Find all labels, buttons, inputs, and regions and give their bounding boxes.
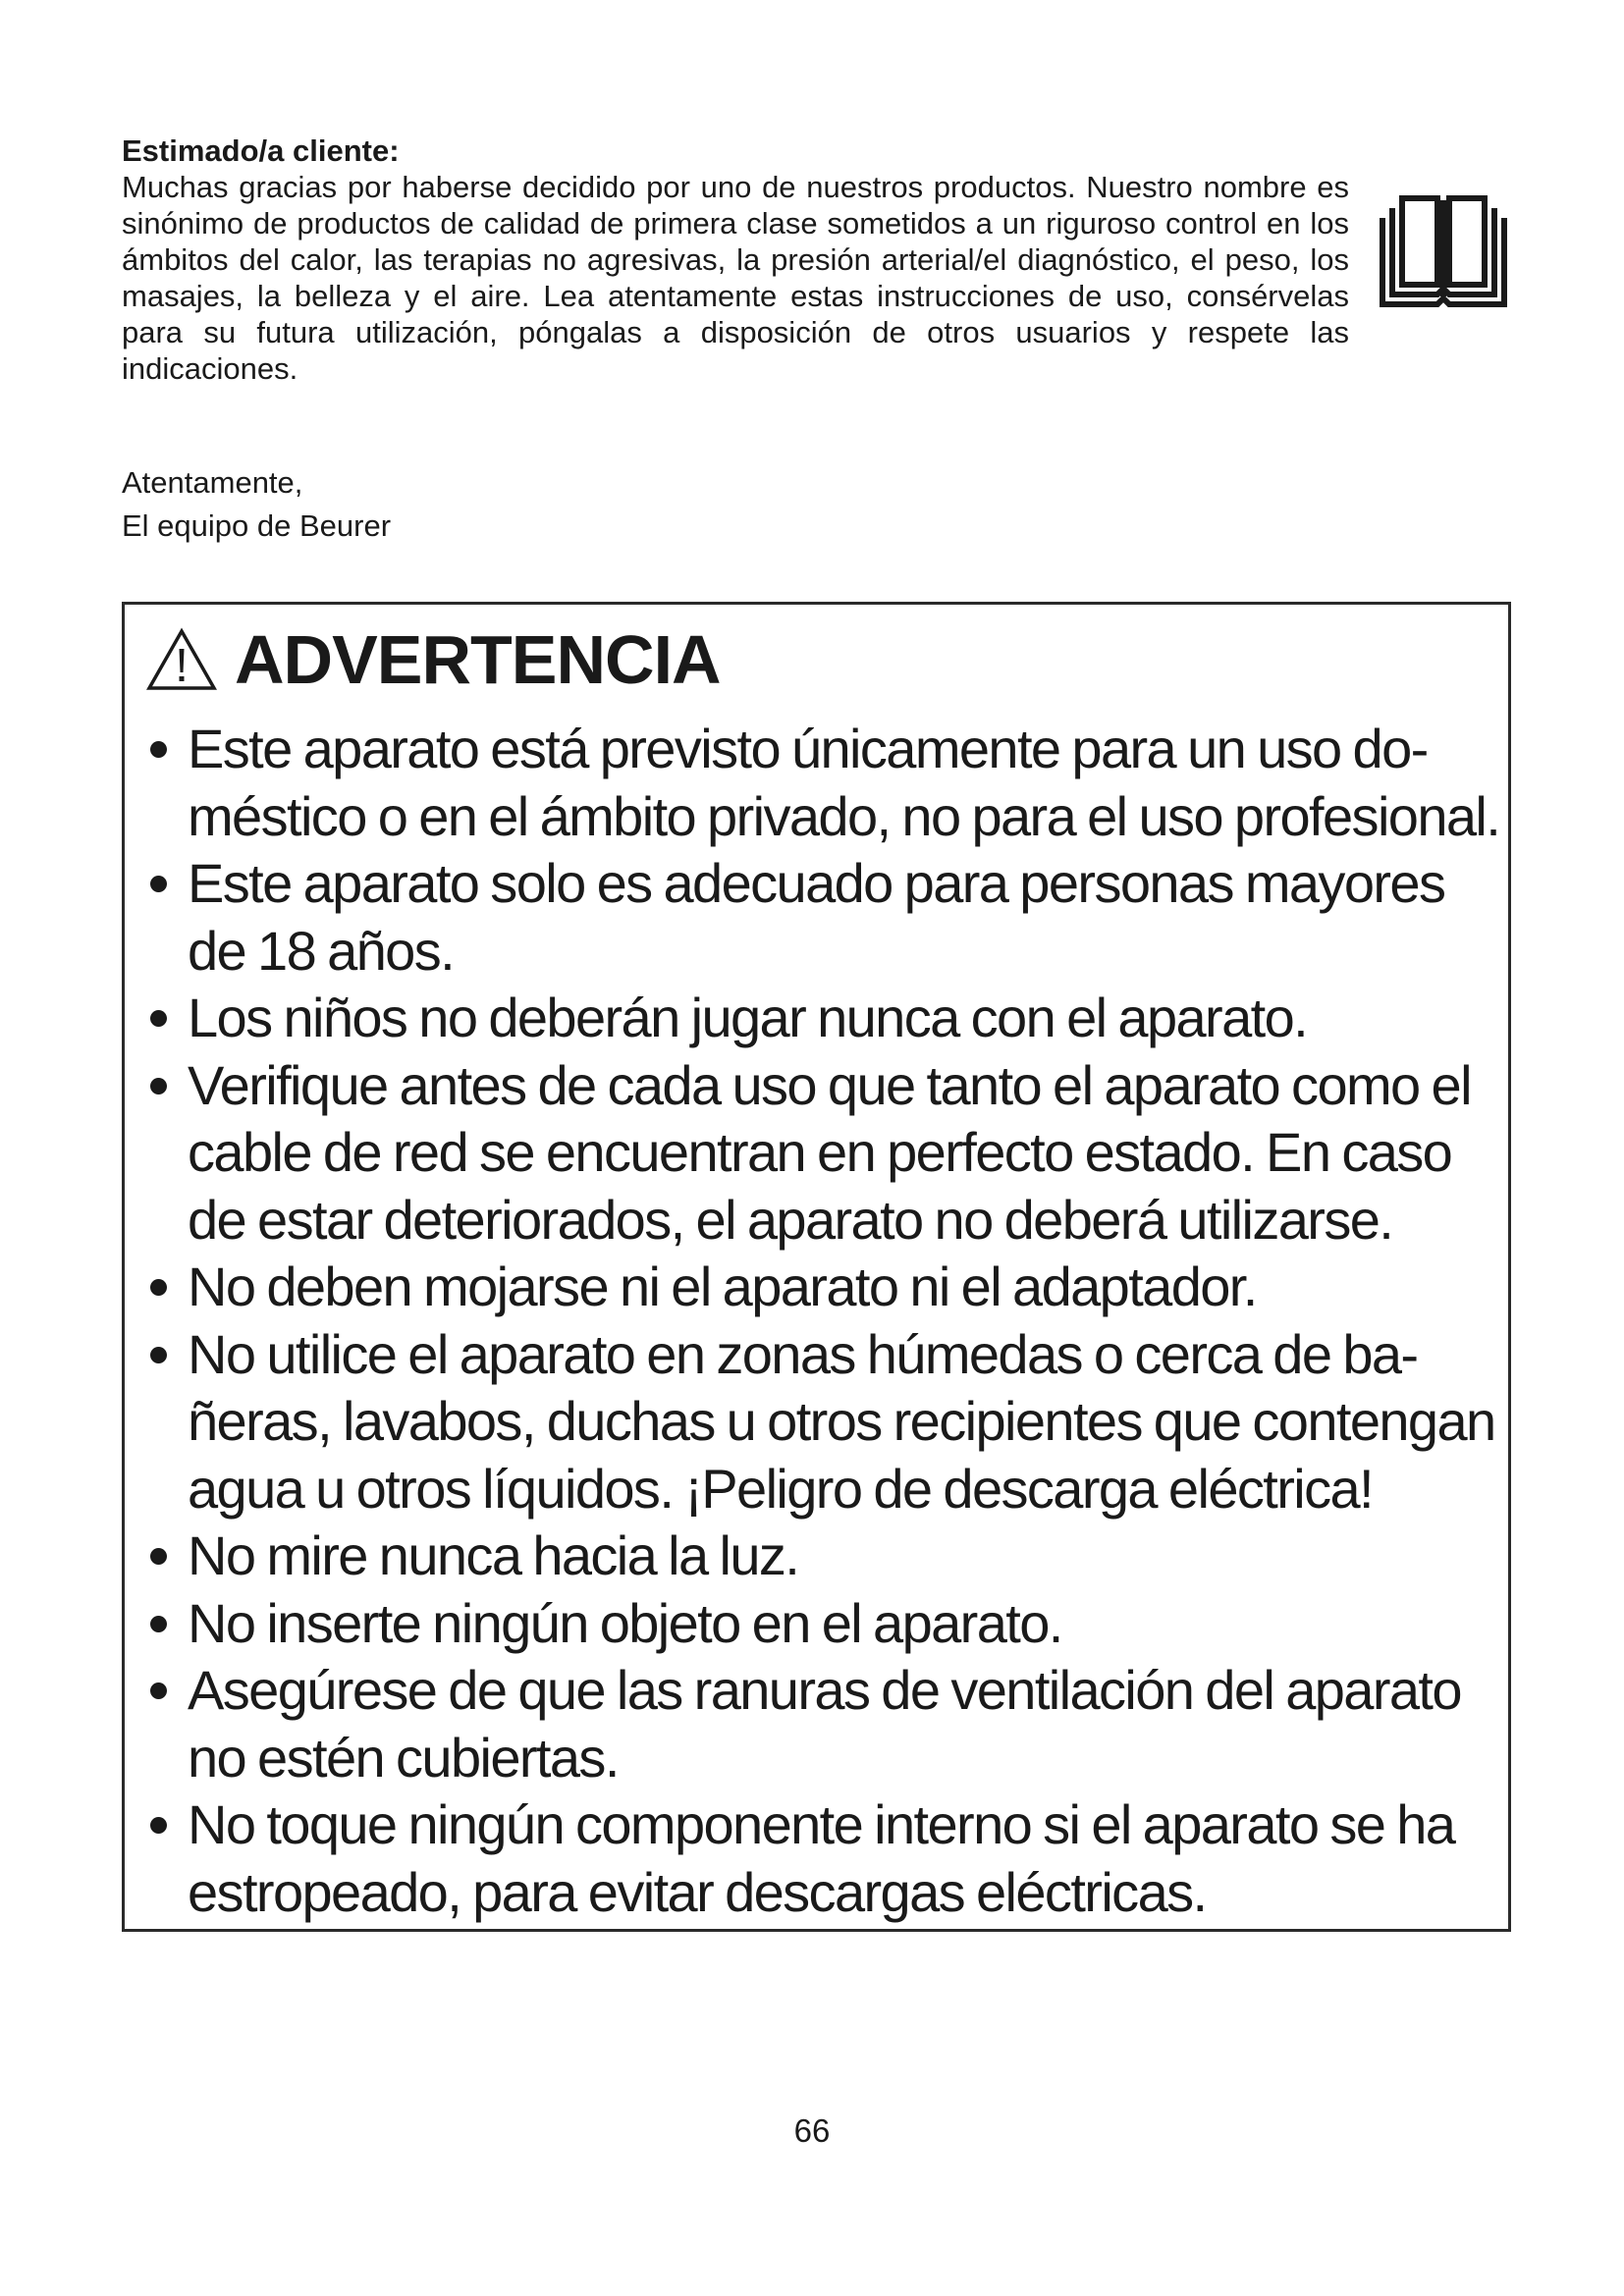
bullet-icon (150, 1817, 167, 1834)
closing (122, 461, 391, 548)
list-item (148, 1590, 1501, 1658)
warning-triangle-icon (146, 627, 217, 692)
bullet-icon (150, 1010, 167, 1027)
bullet-icon (150, 1548, 167, 1565)
closing-salutation: Atentamente, (122, 465, 303, 500)
open-book-icon (1379, 194, 1508, 310)
intro-section (122, 133, 1349, 387)
bullet-icon (150, 1682, 167, 1699)
warning-header (146, 620, 721, 699)
list-item-text: Este aparato solo es adecuado para personas mayores de 18 años. (188, 852, 1445, 982)
bullet-icon (150, 1347, 167, 1363)
warning-list (148, 716, 1501, 1926)
list-item (148, 1657, 1501, 1791)
bullet-icon (150, 1616, 167, 1632)
list-item (148, 1052, 1501, 1255)
bullet-icon (150, 741, 167, 758)
list-item-text: Este aparato está previsto únicamente para un uso doméstico o en el ámbito privado, no para el uso profesional. (188, 718, 1500, 847)
list-item (148, 1791, 1501, 1926)
warning-title: ADVERTENCIA (235, 621, 721, 698)
list-item-text: Los niños no deberán jugar nunca con el aparato. (188, 987, 1308, 1048)
list-item (148, 850, 1501, 985)
warning-box (122, 602, 1511, 1932)
greeting: Estimado/a cliente: (122, 133, 400, 168)
list-item-text: Verifique antes de cada uso que tanto el aparato como el cable de red se encuentran en perfecto estado. En caso de estar deteriorados, el aparato no deberá utilizarse. (188, 1053, 1471, 1251)
bullet-icon (150, 1078, 167, 1095)
page-number: 66 (793, 2112, 831, 2149)
bullet-icon (150, 876, 167, 892)
list-item-text: No utilice el aparato en zonas húmedas o cerca de bañeras, lavabos, duchas u otros recipientes que contengan agua u otros líquidos. ¡Peligro de descarga eléctrica! (188, 1322, 1495, 1520)
list-item-text: No inserte ningún objeto en el aparato. (188, 1591, 1062, 1654)
list-item-text: Asegúrese de que las ranuras de ventilación del aparato no estén cubiertas. (188, 1659, 1461, 1789)
list-item (148, 1254, 1501, 1321)
list-item (148, 1321, 1501, 1523)
list-item (148, 1522, 1501, 1590)
list-item-text: No toque ningún componente interno si el aparato se ha estropeado, para evitar descargas eléctricas. (188, 1793, 1455, 1923)
list-item-text: No deben mojarse ni el aparato ni el adaptador. (188, 1255, 1257, 1317)
list-item (148, 716, 1501, 850)
bullet-icon (150, 1279, 167, 1296)
closing-signature: El equipo de Beurer (122, 508, 392, 543)
list-item-text: No mire nunca hacia la luz. (188, 1524, 799, 1586)
list-item (148, 985, 1501, 1052)
intro-paragraph: Muchas gracias por haberse decidido por uno de nuestros productos. Nuestro nombre es sinónimo de productos de calidad de primera clase sometidos a un riguroso control en los ámbitos del calor, las terapias no agresivas, la presión arterial/el diagnóstico, el peso, los masajes, la belleza y el aire. Lea atentamente estas instrucciones de uso, consérvelas para su futura utilización, póngalas a disposición de otros usuarios y respete las indicaciones. (122, 170, 1349, 386)
